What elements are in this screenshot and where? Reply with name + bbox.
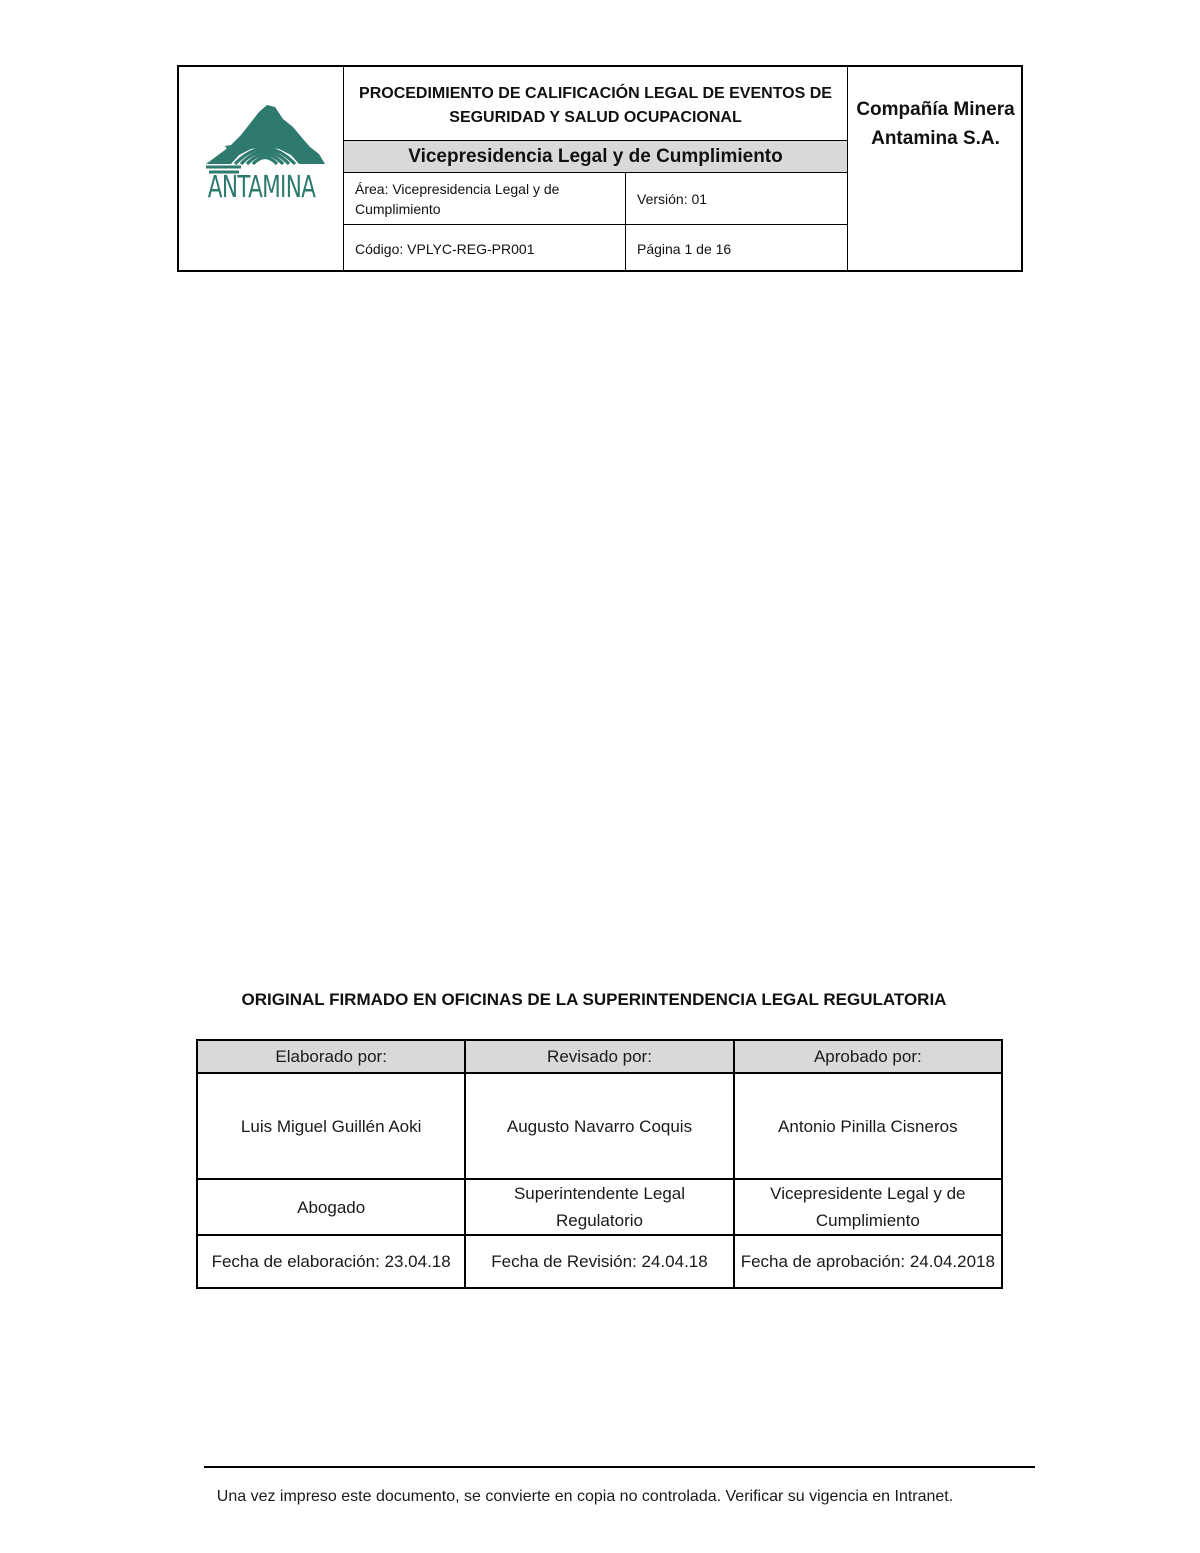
signer-date: Fecha de elaboración: 23.04.18 <box>197 1235 465 1288</box>
logo-text: ANTAMINA <box>207 170 316 205</box>
signature-heading: ORIGINAL FIRMADO EN OFICINAS DE LA SUPERINTENDENCIA LEGAL REGULATORIA <box>241 990 947 1009</box>
department-subtitle: Vicepresidencia Legal y de Cumplimiento <box>344 141 847 173</box>
company-cell <box>848 67 1023 270</box>
signer-date: Fecha de Revisión: 24.04.18 <box>465 1235 733 1288</box>
code-field: Código: VPLYC-REG-PR001 <box>344 225 626 272</box>
signer-role: Superintendente Legal Regulatorio <box>465 1179 733 1235</box>
footer-divider <box>204 1466 1035 1468</box>
logo-cell <box>179 67 344 270</box>
signer-name: Augusto Navarro Coquis <box>465 1073 733 1179</box>
signature-header-row <box>197 1040 1002 1073</box>
document-title: PROCEDIMIENTO DE CALIFICACIÓN LEGAL DE EVENTOS DE SEGURIDAD Y SALUD OCUPACIONAL <box>344 67 847 141</box>
dates-row <box>197 1235 1002 1288</box>
footer-note: Una vez impreso este documento, se convierte en copia no controlada. Verificar su vigencia en Intranet. <box>216 1488 954 1505</box>
signer-name: Luis Miguel Guillén Aoki <box>197 1073 465 1179</box>
column-header: Revisado por: <box>465 1040 733 1073</box>
signer-role: Vicepresidente Legal y de Cumplimiento <box>734 1179 1002 1235</box>
column-header: Aprobado por: <box>734 1040 1002 1073</box>
area-field: Área: Vicepresidencia Legal y de Cumplimiento <box>344 173 626 225</box>
names-row <box>197 1073 1002 1179</box>
company-name: Compañía Minera Antamina S.A. <box>856 99 1015 149</box>
version-field: Versión: 01 <box>626 173 848 225</box>
page-field: Página 1 de 16 <box>637 240 732 257</box>
signer-role: Abogado <box>197 1179 465 1235</box>
signature-table <box>196 1039 1003 1289</box>
roles-row <box>197 1179 1002 1235</box>
signer-date: Fecha de aprobación: 24.04.2018 <box>734 1235 1002 1288</box>
column-header: Elaborado por: <box>197 1040 465 1073</box>
signer-name: Antonio Pinilla Cisneros <box>734 1073 1002 1179</box>
document-header <box>177 65 1023 272</box>
header-main <box>344 67 848 270</box>
